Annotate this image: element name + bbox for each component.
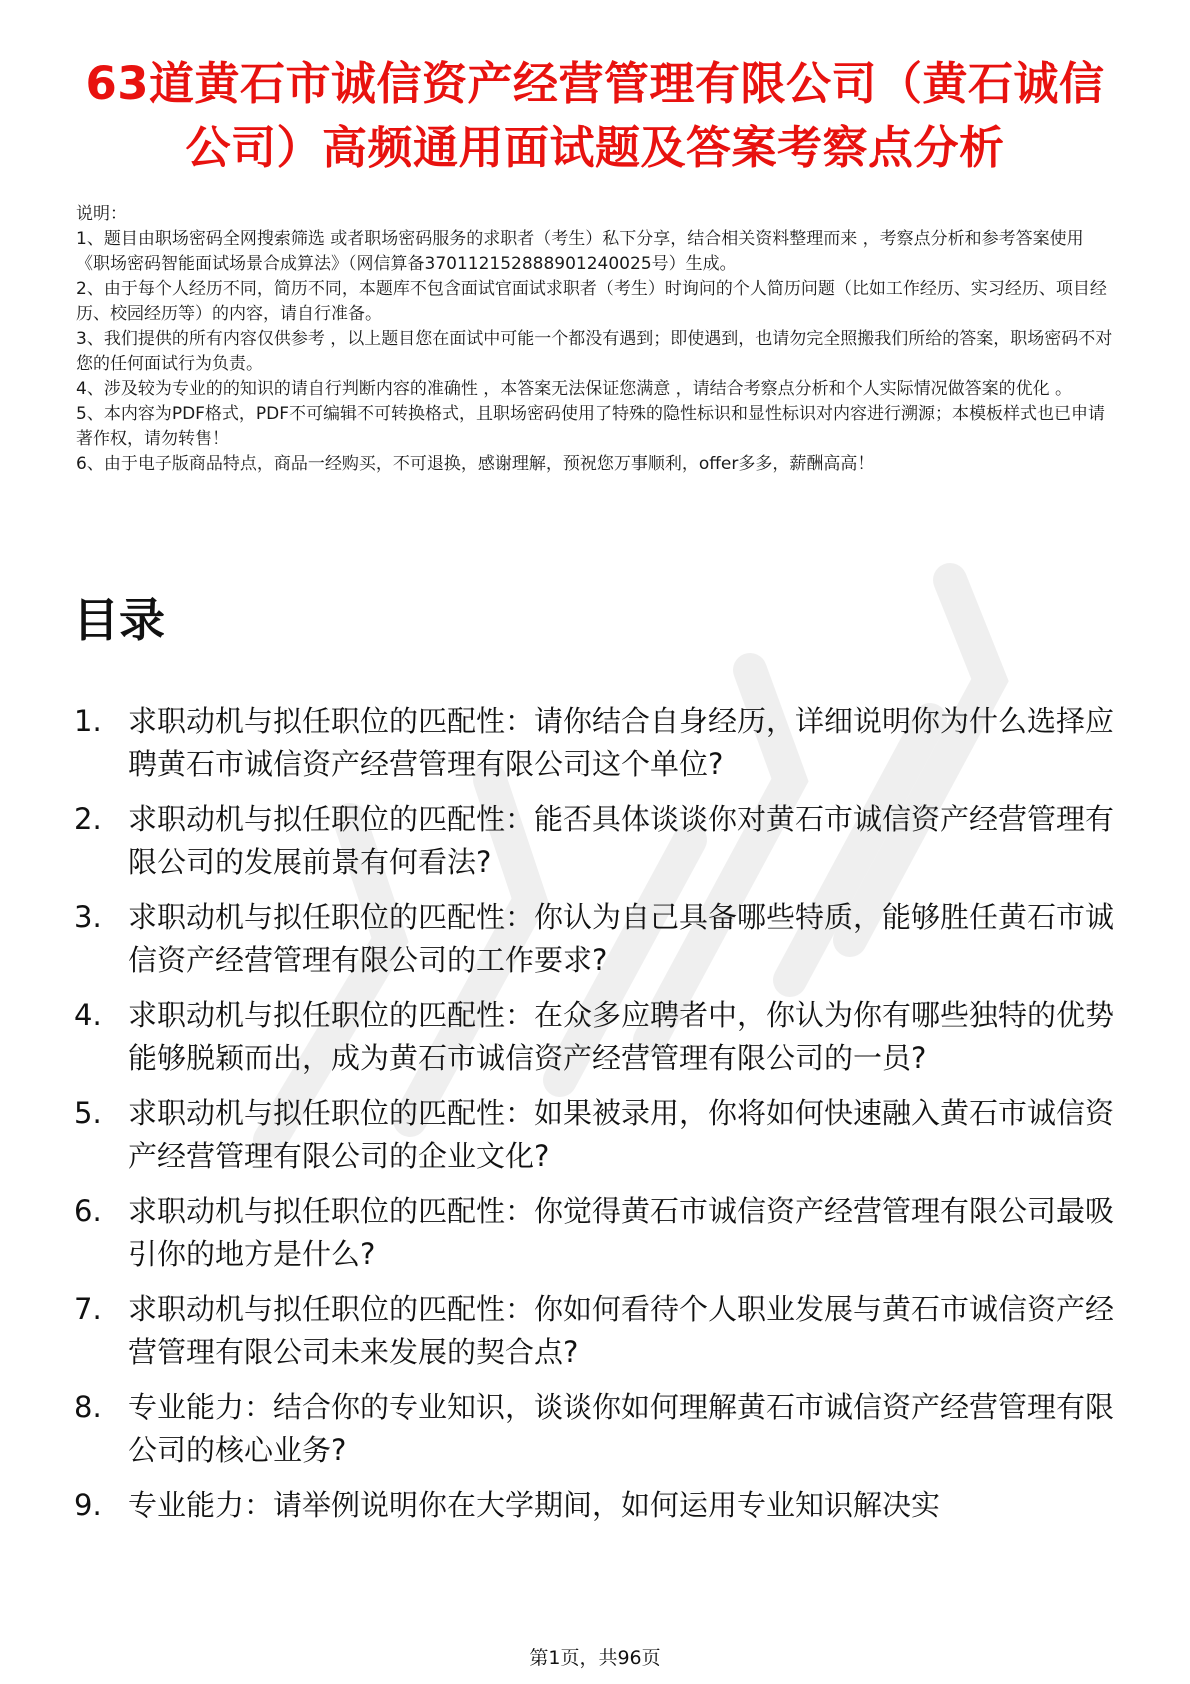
toc-item[interactable] bbox=[74, 1386, 1124, 1472]
toc-item[interactable] bbox=[74, 1484, 1124, 1527]
note-item: 1、题目由职场密码全网搜索筛选 或者职场密码服务的求职者（考生）私下分享，结合相关资料整理而来 ，考察点分析和参考答案使用《职场密码智能面试场景合成算法》（网信算备370112152888901240025号）生成。 bbox=[76, 229, 1084, 274]
note-item: 4、涉及较为专业的的知识的请自行判断内容的准确性 ，本答案无法保证您满意 ，请结合考察点分析和个人实际情况做答案的优化 。 bbox=[76, 379, 1073, 399]
document-title: 63道黄石市诚信资产经营管理有限公司（黄石诚信公司）高频通用面试题及答案考察点分析 bbox=[85, 57, 1105, 174]
toc-item-text: 专业能力：请举例说明你在大学期间，如何运用专业知识解决实 bbox=[128, 1488, 941, 1522]
notes-heading: 说明： bbox=[76, 204, 127, 224]
toc-item[interactable] bbox=[74, 700, 1124, 786]
toc-item-number: 8. bbox=[74, 1390, 102, 1424]
toc-item[interactable] bbox=[74, 798, 1124, 884]
toc-item[interactable] bbox=[74, 994, 1124, 1080]
note-item: 6、由于电子版商品特点，商品一经购买，不可退换，感谢理解，预祝您万事顺利，offer多多，薪酬高高！ bbox=[76, 454, 875, 474]
toc-item-text: 求职动机与拟任职位的匹配性：你如何看待个人职业发展与黄石市诚信资产经营管理有限公司未来发展的契合点? bbox=[128, 1292, 1115, 1369]
toc-item-number: 2. bbox=[74, 802, 102, 836]
toc-list bbox=[74, 700, 1124, 1539]
toc-item-text: 专业能力：结合你的专业知识，谈谈你如何理解黄石市诚信资产经营管理有限公司的核心业务? bbox=[128, 1390, 1115, 1467]
toc-item-text: 求职动机与拟任职位的匹配性：在众多应聘者中，你认为你有哪些独特的优势能够脱颖而出，成为黄石市诚信资产经营管理有限公司的一员? bbox=[128, 998, 1115, 1075]
toc-item-number: 7. bbox=[74, 1292, 102, 1326]
page-footer: 第1页，共96页 bbox=[529, 1647, 661, 1669]
toc-heading: 目录 bbox=[73, 593, 165, 647]
note-item: 2、由于每个人经历不同，简历不同，本题库不包含面试官面试求职者（考生）时询问的个人简历问题（比如工作经历、实习经历、项目经历、校园经历等）的内容，请自行准备。 bbox=[76, 279, 1107, 324]
toc-item-number: 1. bbox=[74, 704, 102, 738]
toc-item-number: 3. bbox=[74, 900, 102, 934]
note-item: 3、我们提供的所有内容仅供参考 ，以上题目您在面试中可能一个都没有遇到；即使遇到，也请勿完全照搬我们所给的答案，职场密码不对您的任何面试行为负责。 bbox=[76, 329, 1113, 374]
toc-item-number: 6. bbox=[74, 1194, 102, 1228]
toc-item-number: 9. bbox=[74, 1488, 102, 1522]
toc-item[interactable] bbox=[74, 896, 1124, 982]
toc-item-text: 求职动机与拟任职位的匹配性：如果被录用，你将如何快速融入黄石市诚信资产经营管理有限公司的企业文化? bbox=[128, 1096, 1115, 1173]
toc-item-number: 4. bbox=[74, 998, 102, 1032]
toc-item[interactable] bbox=[74, 1288, 1124, 1374]
toc-item-text: 求职动机与拟任职位的匹配性：你认为自己具备哪些特质，能够胜任黄石市诚信资产经营管理有限公司的工作要求? bbox=[128, 900, 1115, 977]
note-item: 5、本内容为PDF格式，PDF不可编辑不可转换格式，且职场密码使用了特殊的隐性标识和显性标识对内容进行溯源；本模板样式也已申请著作权，请勿转售！ bbox=[76, 404, 1106, 449]
toc-item-text: 求职动机与拟任职位的匹配性：请你结合自身经历，详细说明你为什么选择应聘黄石市诚信资产经营管理有限公司这个单位? bbox=[128, 704, 1115, 781]
toc-item-text: 求职动机与拟任职位的匹配性：能否具体谈谈你对黄石市诚信资产经营管理有限公司的发展前景有何看法? bbox=[128, 802, 1115, 879]
toc-item[interactable] bbox=[74, 1092, 1124, 1178]
toc-item-text: 求职动机与拟任职位的匹配性：你觉得黄石市诚信资产经营管理有限公司最吸引你的地方是什么? bbox=[128, 1194, 1115, 1271]
toc-item-number: 5. bbox=[74, 1096, 102, 1130]
notes-section bbox=[76, 202, 1116, 477]
toc-item[interactable] bbox=[74, 1190, 1124, 1276]
